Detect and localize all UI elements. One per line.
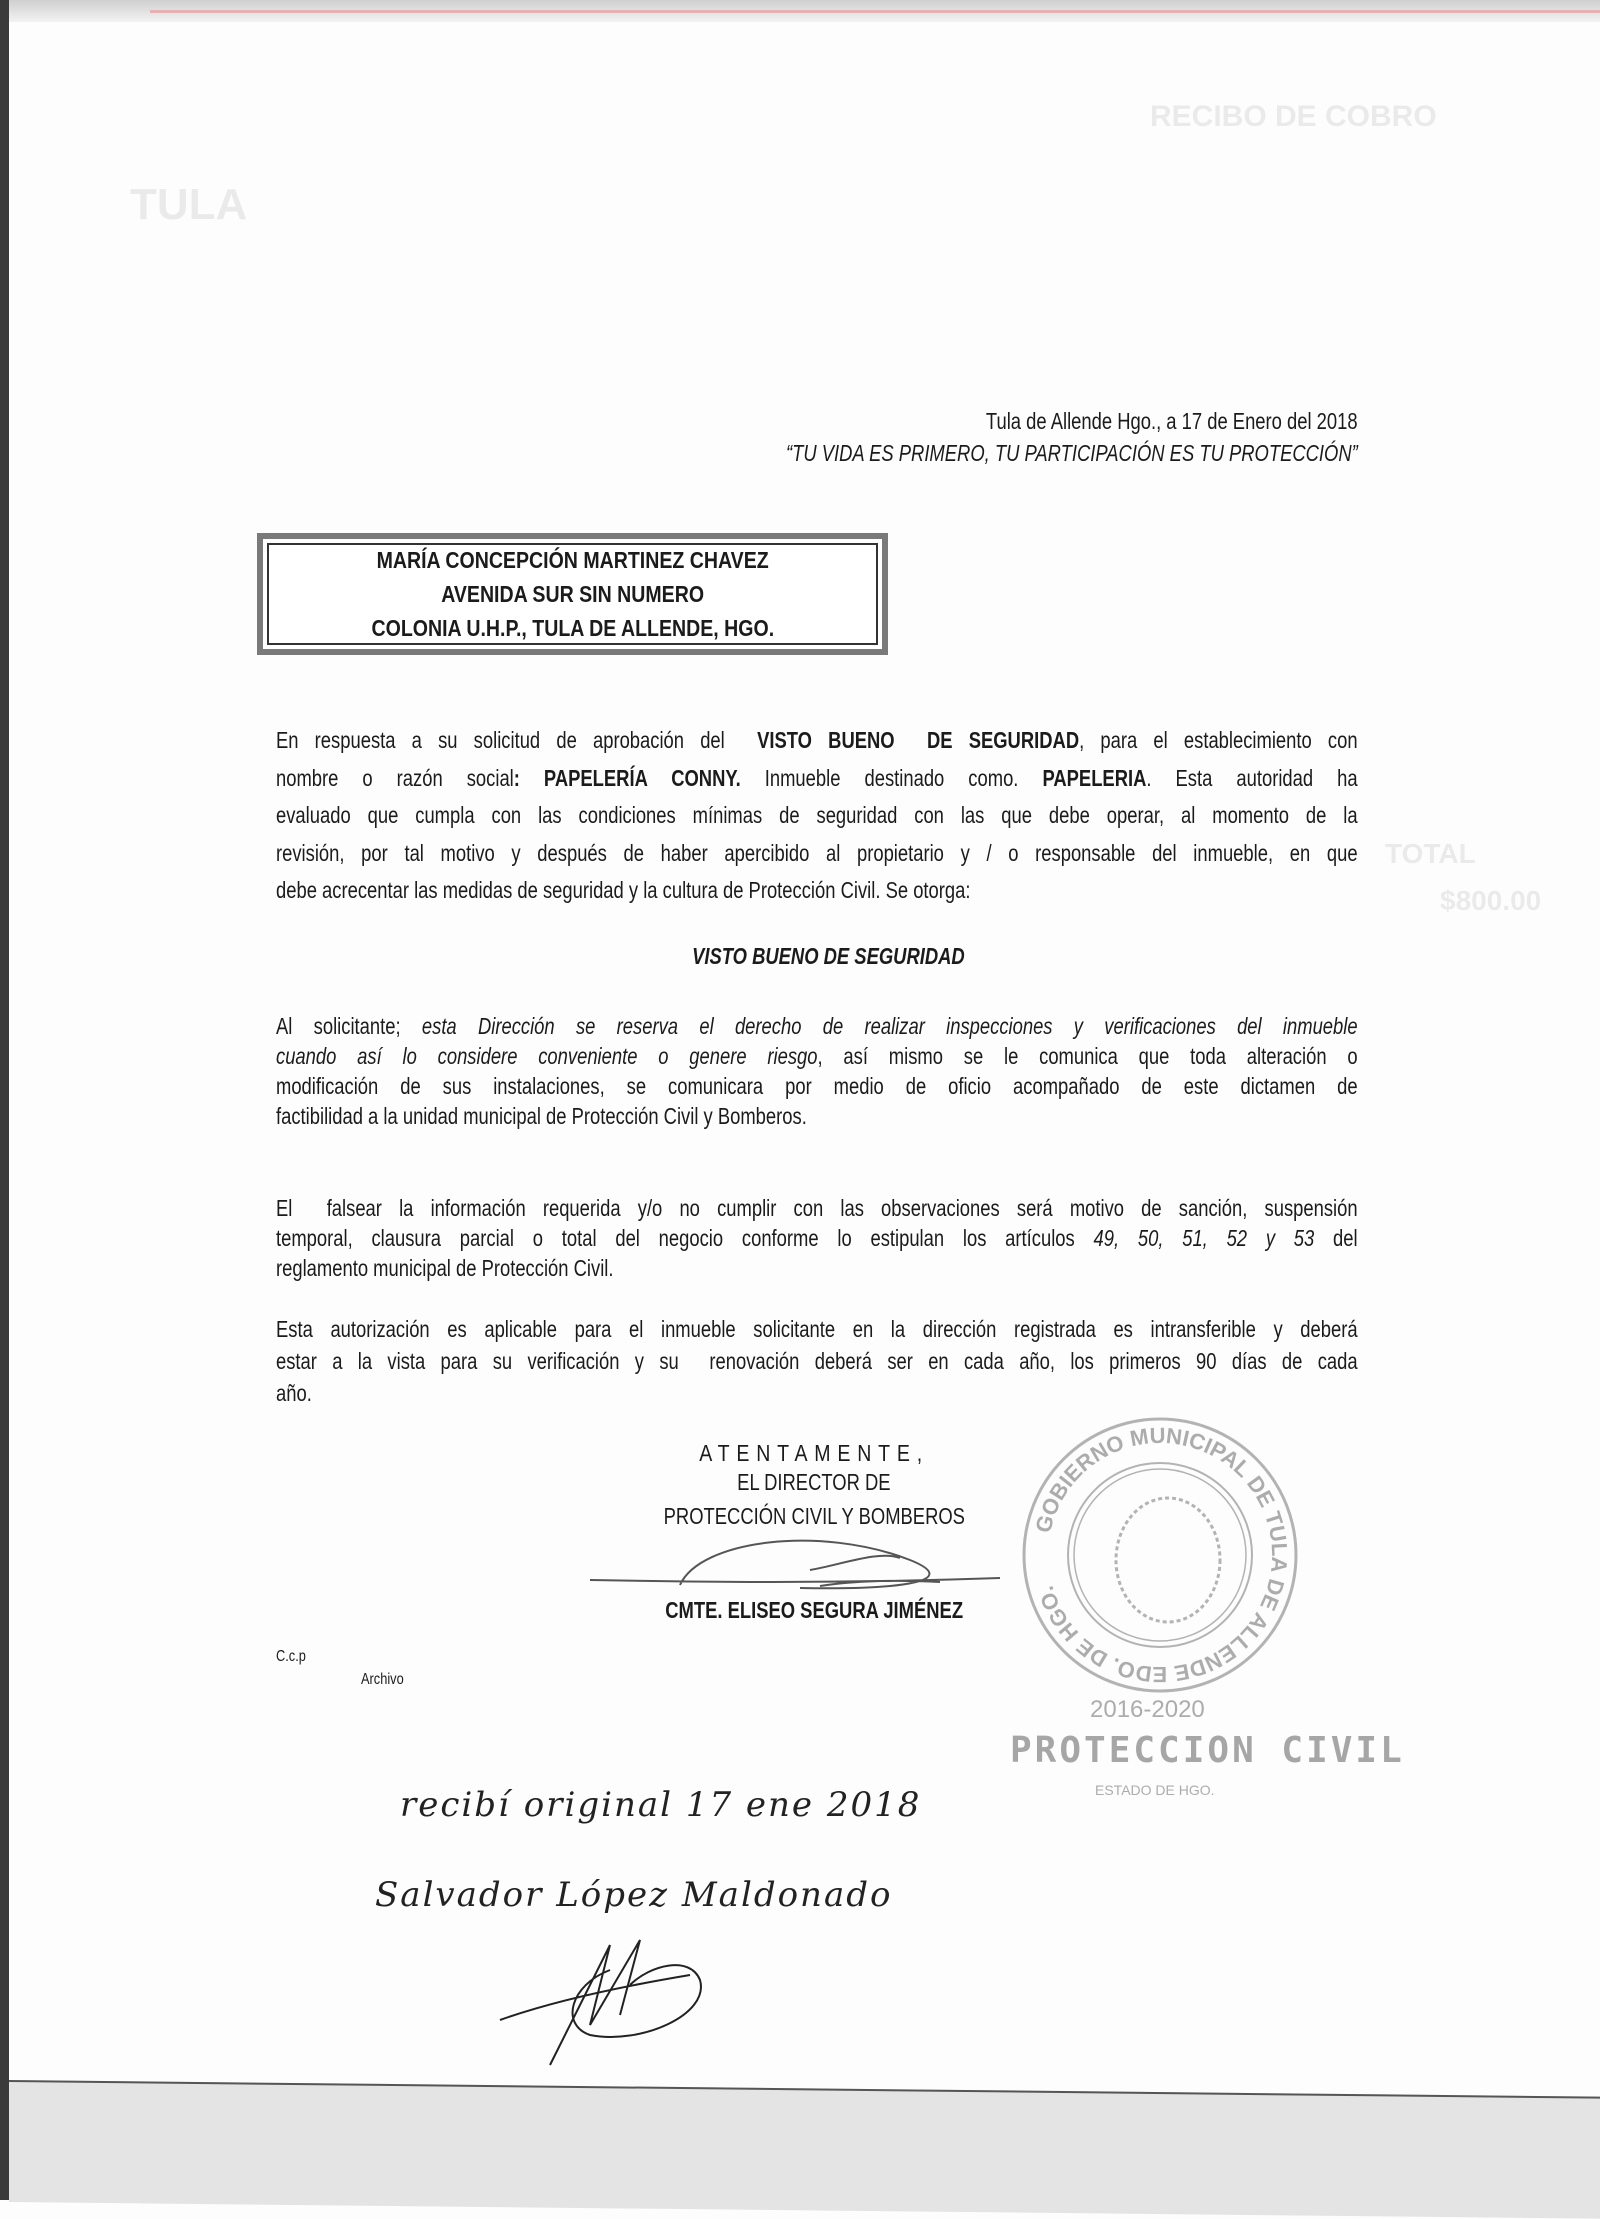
seal-inner-text: ESTADO DE HGO. xyxy=(1095,1782,1215,1798)
ccp-label-text: C.c.p xyxy=(276,1648,306,1665)
text-run: del xyxy=(1314,1225,1358,1251)
text-run: evaluado que cumpla con las condiciones mínimas de seguridad con las que debe operar, al momento de la xyxy=(276,802,1358,828)
paragraph-line xyxy=(276,1345,1358,1377)
paragraph-line xyxy=(276,1193,1358,1223)
text-run: , así mismo se le comunica que toda alteración o xyxy=(817,1043,1358,1069)
showthrough-logo: TULA xyxy=(130,180,248,229)
text-run: esta Dirección se reserva el derecho de realizar inspecciones y verificaciones del inmueble xyxy=(421,1013,1358,1039)
director-name-text: CMTE. ELISEO SEGURA JIMÉNEZ xyxy=(665,1597,963,1623)
recipient-street: AVENIDA SUR SIN NUMERO xyxy=(441,581,704,607)
director-title-2-text: PROTECCIÓN CIVIL Y BOMBEROS xyxy=(663,1503,965,1529)
slogan xyxy=(643,440,1358,467)
recipient-box xyxy=(257,533,888,655)
paragraph-line xyxy=(276,797,1358,835)
showthrough-total-label: TOTAL xyxy=(1385,838,1476,869)
seal-ring-text: GOBIERNO MUNICIPAL DE TULA DE ALLENDE EDO. DE HGO. xyxy=(1030,1422,1293,1688)
text-run: Inmueble destinado como. xyxy=(740,764,1043,791)
text-run: revisión, por tal motivo y después de haber apercibido al propietario y / o responsable del inmueble, en que xyxy=(276,839,1358,866)
paragraph-line xyxy=(276,1377,1358,1409)
text-run: : PAPELERÍA CONNY. xyxy=(513,764,741,791)
paragraph-line xyxy=(276,760,1358,798)
paragraph-line xyxy=(276,1011,1358,1041)
director-name xyxy=(614,1597,1014,1623)
text-run: factibilidad a la unidad municipal de Protección Civil y Bomberos. xyxy=(276,1103,807,1129)
seal-years: 2016-2020 xyxy=(1090,1696,1205,1723)
handwritten-received-note: recibí original 17 ene 2018 xyxy=(400,1785,922,1825)
text-run: PAPELERIA xyxy=(1042,764,1147,791)
paragraph-response xyxy=(276,722,1358,910)
director-title-1 xyxy=(614,1469,1014,1495)
paragraph-line xyxy=(276,1253,1358,1283)
text-run: reglamento municipal de Protección Civil. xyxy=(276,1255,614,1281)
text-run: debe acrecentar las medidas de seguridad y la cultura de Protección Civil. Se otorga: xyxy=(276,877,971,903)
scan-bottom-edge xyxy=(9,2080,1600,2219)
text-run: cuando así lo considere conveniente o genere riesgo xyxy=(276,1043,818,1069)
text-run: estar a la vista para su verificación y su renovación deberá ser en cada año, los primeros 90 días de cada xyxy=(276,1348,1358,1374)
text-run: , para el establecimiento con xyxy=(1079,727,1358,753)
ccp-archivo-text: Archivo xyxy=(361,1671,404,1688)
text-run: Al solicitante; xyxy=(276,1013,422,1039)
director-title-2 xyxy=(614,1503,1014,1529)
text-run: En respuesta a su solicitud de aprobación del xyxy=(276,727,758,753)
recipient-colony: COLONIA U.H.P., TULA DE ALLENDE, HGO. xyxy=(371,615,774,641)
text-run: Esta autorización es aplicable para el inmueble solicitante en la dirección registrada es intransferible y deberá xyxy=(276,1316,1358,1342)
paragraph-reservation xyxy=(276,1011,1358,1131)
paragraph-line xyxy=(276,835,1358,873)
paragraph-validity xyxy=(276,1313,1358,1409)
paragraph-line xyxy=(276,1223,1358,1253)
text-run: VISTO BUENO DE SEGURIDAD xyxy=(757,727,1080,753)
director-signature xyxy=(580,1530,1020,1592)
scan-left-edge xyxy=(0,0,9,2200)
text-run: . Esta autoridad ha xyxy=(1146,764,1358,791)
paragraph-line xyxy=(276,1313,1358,1345)
official-seal xyxy=(1020,1415,1300,1695)
paragraph-line xyxy=(276,1071,1358,1101)
paragraph-sanctions xyxy=(276,1193,1358,1283)
recipient-name: MARÍA CONCEPCIÓN MARTINEZ CHAVEZ xyxy=(376,547,769,573)
place-and-date-text: Tula de Allende Hgo., a 17 de Enero del 2018 xyxy=(986,408,1358,434)
place-and-date xyxy=(893,408,1358,435)
ccp-label xyxy=(276,1648,313,1666)
closing xyxy=(614,1440,1014,1466)
paragraph-line xyxy=(276,872,1358,910)
heading-visto-bueno xyxy=(276,943,1380,970)
scan-red-mark xyxy=(150,10,1600,13)
receiver-signature xyxy=(490,1925,750,2075)
text-run: año. xyxy=(276,1380,312,1406)
paragraph-line xyxy=(276,722,1358,760)
text-run: 49, 50, 51, 52 y 53 xyxy=(1093,1225,1315,1251)
text-run: temporal, clausura parcial o total del negocio conforme lo estipulan los artículos xyxy=(276,1225,1094,1251)
closing-text: ATENTAMENTE, xyxy=(699,1440,929,1466)
text-run: nombre o razón social xyxy=(276,764,514,791)
paragraph-line xyxy=(276,1101,1358,1131)
ccp-archivo xyxy=(361,1671,414,1689)
text-run: modificación de sus instalaciones, se comunicara por medio de oficio acompañado de este dictamen de xyxy=(276,1073,1358,1099)
showthrough-total-value: $800.00 xyxy=(1440,885,1542,916)
director-title-1-text: EL DIRECTOR DE xyxy=(737,1469,891,1495)
paragraph-line xyxy=(276,1041,1358,1071)
handwritten-receiver-name: Salvador López Maldonado xyxy=(375,1875,893,1915)
seal-department: PROTECCION CIVIL xyxy=(1010,1730,1405,1771)
text-run: El falsear la información requerida y/o no cumplir con las observaciones será motivo de sanción, suspensión xyxy=(276,1195,1358,1221)
slogan-text: “TU VIDA ES PRIMERO, TU PARTICIPACIÓN ES TU PROTECCIÓN” xyxy=(786,440,1358,466)
heading-text: VISTO BUENO DE SEGURIDAD xyxy=(691,943,965,969)
showthrough-receipt-title: RECIBO DE COBRO xyxy=(1150,100,1437,133)
